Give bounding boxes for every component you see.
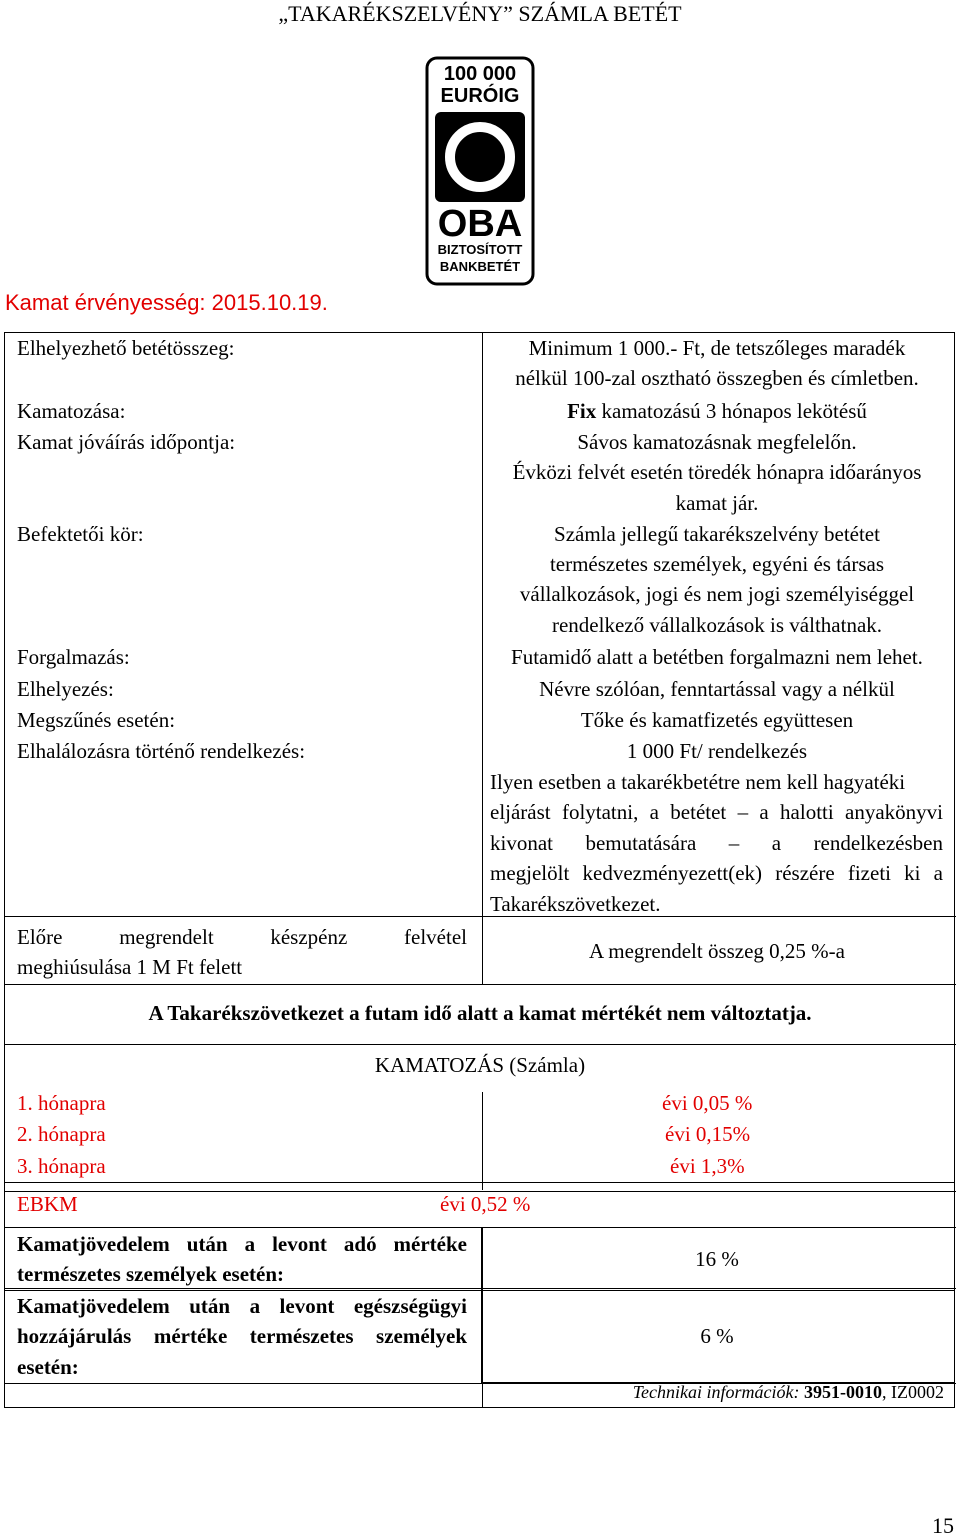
investor-value-1: Számla jellegű takarékszelvény betétet	[554, 522, 880, 546]
row-divider	[4, 1227, 955, 1228]
investor-label: Befektetői kör:	[17, 522, 144, 546]
place-value: Névre szólóan, fenntartással vagy a nélkül	[539, 677, 895, 701]
page-number: 15	[932, 1513, 954, 1538]
tax-label-1: Kamatjövedelem után a levont adó mértéke	[17, 1232, 467, 1256]
credit-value-2: Évközi felvét esetén töredék hónapra időarányos	[512, 460, 922, 484]
death-value-2: Ilyen esetben a takarékbetétre nem kell hagyatéki	[490, 770, 906, 794]
oba-logo	[425, 56, 535, 286]
rate-notice: A Takarékszövetkezet a futam idő alatt a kamat mértékét nem változtatja.	[148, 1001, 812, 1025]
credit-value-1: Sávos kamatozásnak megfelelőn.	[577, 430, 857, 454]
credit-label: Kamat jóváírás időpontja:	[17, 430, 236, 454]
logo-line-2: EURÓIG	[440, 85, 520, 107]
health-label-2: hozzájárulás mértéke természetes személyek	[17, 1324, 467, 1348]
cash-label-1: Előre megrendelt készpénz felvétel	[17, 925, 467, 949]
interest-label: Kamatozása:	[17, 399, 126, 423]
logo-line-1: 100 000	[443, 63, 517, 85]
ebkm-label: EBKM	[17, 1192, 78, 1216]
death-value-1: 1 000 Ft/ rendelkezés	[626, 739, 808, 763]
tech-code: 3951-0010	[804, 1382, 882, 1402]
investor-value-2: természetes személyek, egyéni és társas	[549, 552, 885, 576]
death-value-4: kivonat bemutatására – a rendelkezésben	[490, 831, 943, 855]
rate-label-2: 2. hónapra	[17, 1122, 106, 1146]
column-divider	[482, 1092, 483, 1190]
ebkm-value: évi 0,52 %	[440, 1192, 531, 1216]
row-divider	[4, 1182, 955, 1183]
technical-info	[633, 1382, 944, 1403]
logo-line-5: BANKBETÉT	[439, 259, 521, 274]
rates-heading: KAMATOZÁS (Számla)	[374, 1053, 586, 1077]
interest-value	[482, 396, 952, 426]
rate-value-2: évi 0,15%	[665, 1122, 751, 1146]
interest-rest: kamatozású 3 hónapos lekötésű	[596, 399, 867, 423]
deposit-value-1: Minimum 1 000.- Ft, de tetszőleges maradék	[528, 336, 906, 360]
tax-value: 16 %	[695, 1247, 739, 1271]
death-value-3: eljárást folytatni, a betétet – a halotti anyakönyvi	[490, 800, 943, 824]
deposit-value-2: nélkül 100-zal osztható összegben és címletben.	[515, 366, 919, 390]
end-label: Megszűnés esetén:	[17, 708, 176, 732]
rate-value-1: évi 0,05 %	[662, 1091, 753, 1115]
logo-line-4: BIZTOSÍTOTT	[437, 242, 523, 257]
place-label: Elhelyezés:	[17, 677, 114, 701]
tech-label: Technikai információk:	[632, 1382, 800, 1402]
investor-value-4: rendelkező vállalkozások is válthatnak.	[551, 613, 883, 637]
validity-date: Kamat érvényesség: 2015.10.19.	[5, 290, 328, 315]
rate-value-3: évi 1,3%	[670, 1154, 745, 1178]
credit-value-3: kamat jár.	[675, 491, 759, 515]
rate-label-3: 3. hónapra	[17, 1154, 106, 1178]
interest-fix: Fix	[567, 399, 597, 423]
row-divider	[5, 1044, 956, 1045]
investor-value-3: vállalkozások, jogi és nem jogi személyiséggel	[519, 582, 915, 606]
cash-value: A megrendelt összeg 0,25 %-a	[588, 939, 845, 963]
cash-label-2: meghiúsulása 1 M Ft felett	[17, 955, 243, 979]
death-value-6: Takarékszövetkezet.	[490, 892, 661, 916]
tech-suffix: , IZ0002	[882, 1382, 944, 1402]
health-value: 6 %	[700, 1324, 734, 1348]
health-label-3: esetén:	[17, 1355, 79, 1379]
tax-label-2: természetes személyek esetén:	[17, 1262, 285, 1286]
rate-label-1: 1. hónapra	[17, 1091, 106, 1115]
health-label-1: Kamatjövedelem után a levont egészségügyi	[17, 1294, 467, 1318]
trade-value: Futamidő alatt a betétben forgalmazni nem lehet.	[511, 645, 923, 669]
logo-line-3: OBA	[437, 203, 523, 245]
page-title: „TAKARÉKSZELVÉNY” SZÁMLA BETÉT	[278, 1, 682, 26]
row-divider	[5, 984, 956, 985]
end-value: Tőke és kamatfizetés együttesen	[580, 708, 854, 732]
trade-label: Forgalmazás:	[17, 645, 130, 669]
deposit-label: Elhelyezhető betétösszeg:	[17, 336, 235, 360]
death-value-5: megjelölt kedvezményezett(ek) részére fizeti ki a	[490, 861, 943, 885]
death-label: Elhalálozásra történő rendelkezés:	[17, 739, 306, 763]
